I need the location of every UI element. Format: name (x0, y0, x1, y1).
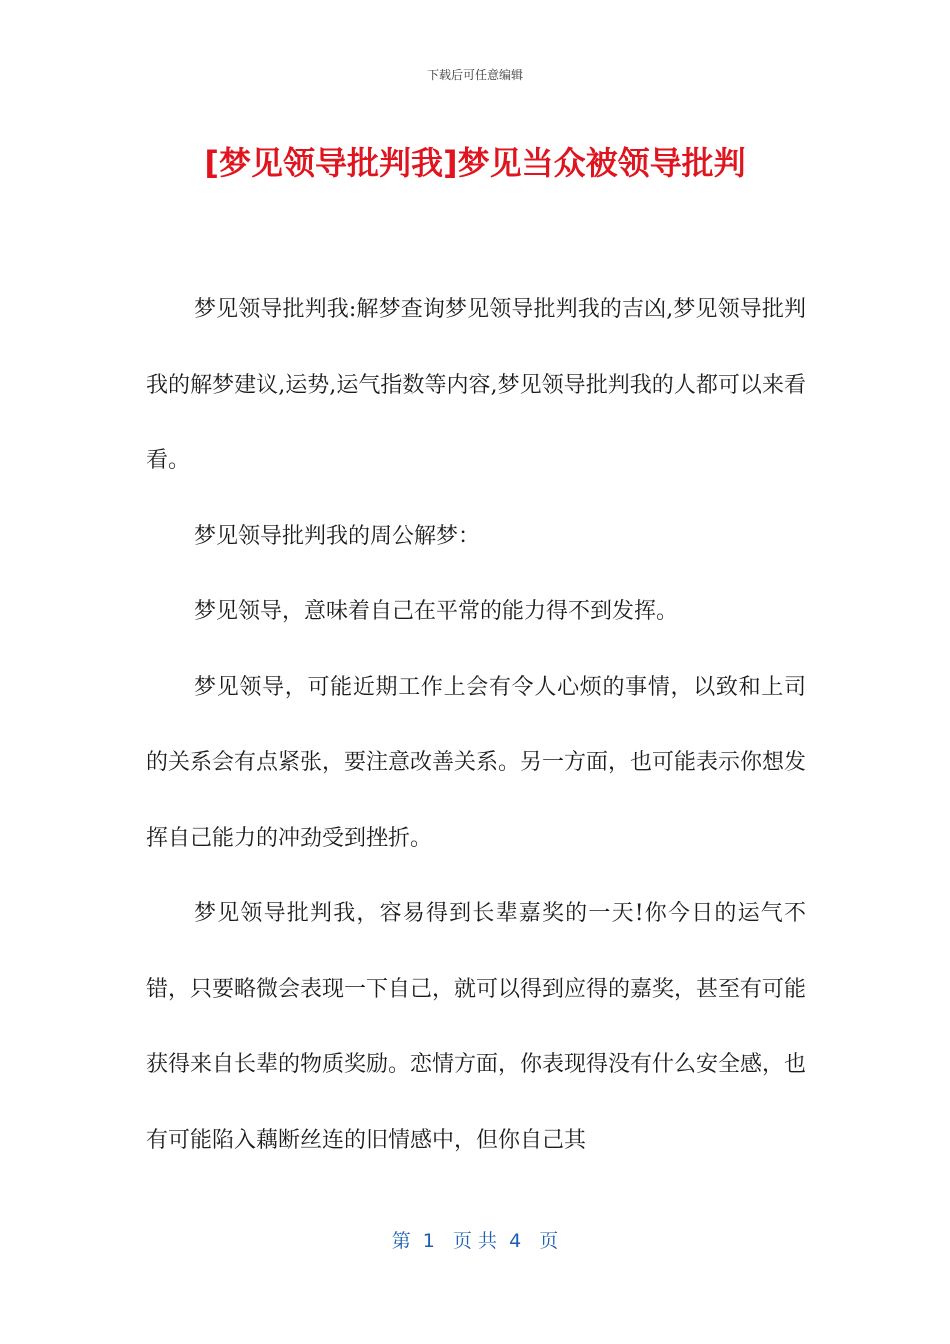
paragraph: 梦见领导批判我，容易得到长辈嘉奖的一天!你今日的运气不错，只要略微会表现一下自己，就可以得到应得的嘉奖，甚至有可能获得来自长辈的物质奖励。恋情方面，你表现得没有什么安全感，也有可能陷入藕断丝连的旧情感中，但你自己其 (146, 901, 807, 1153)
paragraph: 梦见领导批判我的周公解梦： (194, 523, 481, 549)
document-body (146, 272, 806, 1178)
paragraph: 梦见领导，可能近期工作上会有令人心烦的事情，以致和上司的关系会有点紧张，要注意改善关系。另一方面，也可能表示你想发挥自己能力的冲劲受到挫折。 (146, 674, 807, 851)
paragraph: 梦见领导批判我:解梦查询梦见领导批判我的吉凶,梦见领导批判我的解梦建议,运势,运气指数等内容,梦见领导批判我的人都可以来看看。 (146, 297, 806, 473)
document-title: [梦见领导批判我]梦见当众被领导批判 (204, 144, 746, 182)
paragraph: 梦见领导，意味着自己在平常的能力得不到发挥。 (194, 599, 679, 624)
page-number: 第 1 页 共 4 页 (391, 1230, 559, 1252)
header-note: 下载后可任意编辑 (426, 68, 523, 82)
